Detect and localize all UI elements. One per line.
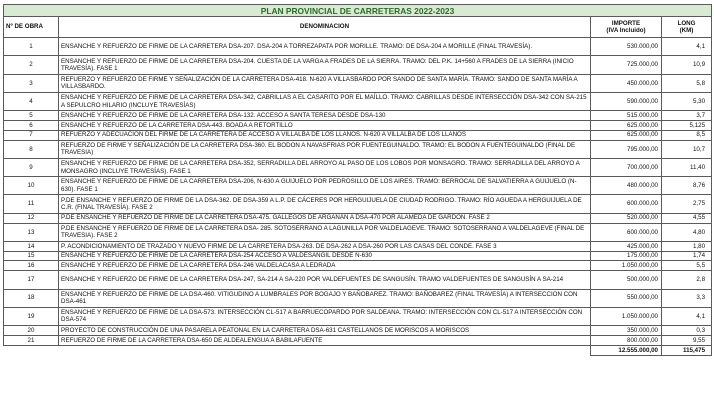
row-importe: 600.000,00 (591, 223, 662, 241)
row-long: 2,75 (662, 195, 712, 213)
row-long: 10,7 (662, 140, 712, 158)
row-long: 11,40 (662, 158, 712, 176)
header-long: LONG (KM) (662, 17, 712, 38)
row-number: 13 (4, 223, 59, 241)
row-long: 2,8 (662, 271, 712, 289)
row-long: 9,55 (662, 335, 712, 345)
table-row (4, 261, 712, 271)
row-importe: 175.000,00 (591, 251, 662, 261)
row-long: 1,80 (662, 241, 712, 251)
table-row (4, 111, 712, 121)
row-denominacion: REFUERZO Y REFUERZO DE FIRME Y SEÑALIZACIÓN DE LA CARRETERA DSA-418. N-620 A VILLASBARDO POR SANDO DE SANTA MARÍA. TRAMO: SANDO DE SANTA MARÍA A VILLASBARDO. (59, 74, 591, 92)
row-number: 4 (4, 92, 59, 110)
row-denominacion: P.DE ENSANCHE Y REFUERZO DE FIRME DE LA CARRETERA DSA-475. GALLEGOS DE ARGAÑÁN A DSA-470 POR ALAMEDA DE GARDÓN. FASE 2 (59, 213, 591, 223)
row-number: 16 (4, 261, 59, 271)
row-number: 3 (4, 74, 59, 92)
row-denominacion: ENSANCHE Y REFUERZO DE FIRME DE LA CARRETERA DSA-204. CUESTA DE LA VARGA A FRADES DE LA SIERRA. TRAMO: DEL P.K. 14+560 A FRADES DE LA SIERRA (INICIO TRAVESÍA). FASE 1 (59, 56, 591, 74)
row-number: 17 (4, 271, 59, 289)
row-importe: 550.000,00 (591, 289, 662, 307)
row-long: 1,74 (662, 251, 712, 261)
row-long: 5,30 (662, 92, 712, 110)
row-number: 15 (4, 251, 59, 261)
table-row (4, 213, 712, 223)
table-body (4, 38, 712, 346)
row-number: 5 (4, 111, 59, 121)
table-row (4, 56, 712, 74)
row-importe: 425.000,00 (591, 241, 662, 251)
table-row (4, 223, 712, 241)
row-importe: 350.000,00 (591, 326, 662, 336)
row-number: 10 (4, 177, 59, 195)
document-wrapper (3, 4, 711, 356)
row-denominacion: ENSANCHE Y REFUERZO DE FIRME DE LA CARRETERA DSA-206, N-630 A GUIJUELO POR PEDROSILLO DE LOS AIRES. TRAMO: BERROCAL DE SALVATIERRA A GUIJUELO (N-630). FASE 1 (59, 177, 591, 195)
header-denominacion: DENOMINACION (59, 17, 591, 38)
totals-spacer (59, 345, 591, 355)
row-denominacion: ENSANCHE Y REFUERZO DE FIRME DE LA CARRETERA DSA-247, SA-214 A SA-220 POR VALDEFUENTES DE SANGUSÍN. TRAMO VALDEFUENTES DE SANGUSÍN A SA-214 (59, 271, 591, 289)
row-long: 10,9 (662, 56, 712, 74)
row-denominacion: REFUERZO Y ADECUACION DEL FIRME DE LA CARRETERA DE ACCESO A VILLALBA DE LOS LLANOS. N-620 A VILLALBA DE LOS LLANOS (59, 130, 591, 140)
row-number: 21 (4, 335, 59, 345)
table-row (4, 271, 712, 289)
row-denominacion: ENSANCHE Y REFUERZO DE FIRME DE LA CARRETERA DSA-342, CABRILLAS A EL CASARITO POR EL MAÍLLO. TRAMO: CABRILLAS DESDE INTERSECCIÓN DSA-342 CON SA-215 A SEPULCRO HILARIO (INCLUYE TRAVESÍAS) (59, 92, 591, 110)
table-row (4, 92, 712, 110)
row-importe: 590.000,00 (591, 92, 662, 110)
row-denominacion: ENSANCHE Y REFUERZO DE FIRME DE LA CARRETERA DSA-132. ACCESO A SANTA TERESA DESDE DSA-130 (59, 111, 591, 121)
row-importe: 725.000,00 (591, 56, 662, 74)
row-number: 14 (4, 241, 59, 251)
row-importe: 515.000,00 (591, 111, 662, 121)
row-denominacion: REFUERZO DE FIRME Y SEÑALIZACIÓN DE LA CARRETERA DSA-360. EL BODON A NAVASFRIAS POR FUENTEGUINALDO. TRAMO: EL BODON A FUENTEGUINALDO (FINAL DE TRAVESIA) (59, 140, 591, 158)
row-number: 19 (4, 307, 59, 325)
row-denominacion: ENSANCHE Y REFUERZO DE FIRME DE LA DSA-460. VITIGUDINO A LUMBRALES POR BOGAJO Y BAÑOBAREZ. TRAMO: BAÑOBAREZ (FINAL TRAVESÍA) A INTERSECCION CON DSA-461 (59, 289, 591, 307)
header-no: Nº DE OBRA (4, 17, 59, 38)
row-importe: 800.000,00 (591, 335, 662, 345)
row-long: 5,125 (662, 120, 712, 130)
row-number: 18 (4, 289, 59, 307)
roads-plan-table (3, 4, 712, 356)
row-denominacion: ENSANCHE Y REFUERZO DE FIRME DE LA CARRETERA DSA-254 ACCESO A VALDESANGIL DESDE N-630 (59, 251, 591, 261)
totals-spacer (4, 345, 59, 355)
table-row (4, 158, 712, 176)
table-row (4, 335, 712, 345)
row-long: 8,5 (662, 130, 712, 140)
table-row (4, 326, 712, 336)
table-row (4, 195, 712, 213)
row-importe: 600.000,00 (591, 195, 662, 213)
row-number: 8 (4, 140, 59, 158)
row-number: 12 (4, 213, 59, 223)
table-row (4, 241, 712, 251)
row-long: 5,8 (662, 74, 712, 92)
row-denominacion: ENSANCHE Y REFUERZO DE FIRME DE LA CARRETERA DSA-352, SERRADILLA DEL ARROYO AL PASO DE LOS LOBOS POR MONSAGRO. TRAMO: SERRADILLA DEL ARROYO A MONSAGRO (INCLUYE TRAVESÍAS). FASE 1 (59, 158, 591, 176)
table-row (4, 130, 712, 140)
row-importe: 625.000,00 (591, 130, 662, 140)
row-importe: 450.000,00 (591, 74, 662, 92)
table-row (4, 38, 712, 56)
row-importe: 1.050.000,00 (591, 307, 662, 325)
row-long: 3,7 (662, 111, 712, 121)
row-long: 5,5 (662, 261, 712, 271)
row-importe: 500.000,00 (591, 271, 662, 289)
row-number: 2 (4, 56, 59, 74)
row-number: 7 (4, 130, 59, 140)
row-importe: 480.000,00 (591, 177, 662, 195)
table-row (4, 140, 712, 158)
row-long: 4,1 (662, 38, 712, 56)
row-long: 4,80 (662, 223, 712, 241)
row-denominacion: P. ACONDICIONAMIENTO DE TRAZADO Y NUEVO FIRME DE LA CARRETERA DSA-263. DE DSA-262 A DSA-260 POR LAS CASAS DEL CONDE. FASE 3 (59, 241, 591, 251)
row-importe: 700.000,00 (591, 158, 662, 176)
total-long: 115,475 (662, 345, 712, 355)
table-row (4, 251, 712, 261)
table-row (4, 74, 712, 92)
row-long: 8,76 (662, 177, 712, 195)
row-number: 11 (4, 195, 59, 213)
row-number: 20 (4, 326, 59, 336)
row-denominacion: P.DE ENSANCHE Y REFUERZO DE FIRME DE LA DSA-362. DE DSA-359 A L.P. DE CÁCERES POR HERGUIJUELA DE CIUDAD RODRIGO. TRAMO: RÍO AGUEDA A HERGUIJUELA DE C.R. (FINAL TRAVESÍA). FASE 2 (59, 195, 591, 213)
row-importe: 1.050.000,00 (591, 261, 662, 271)
row-number: 1 (4, 38, 59, 56)
row-importe: 530.000,00 (591, 38, 662, 56)
row-long: 4,1 (662, 307, 712, 325)
row-importe: 625.000,00 (591, 120, 662, 130)
table-row (4, 307, 712, 325)
row-long: 4,55 (662, 213, 712, 223)
row-importe: 795.000,00 (591, 140, 662, 158)
row-number: 6 (4, 120, 59, 130)
row-denominacion: ENSANCHE Y REFUERZO DE FIRME DE LA CARRETERA DSA-246 VALDELACASA A LEDRADA (59, 261, 591, 271)
row-denominacion: ENSANCHE Y REFUERZO DE LA CARRETERA DSA-443. BOADA A RETORTILLO (59, 120, 591, 130)
row-denominacion: ENSANCHE Y REFUERZO DE FIRME DE LA CARRETERA DSA-207. DSA-204 A TORREZAPATA POR MORILLE. TRAMO: DE DSA-204 A MORILLE (FINAL TRAVESÍA). (59, 38, 591, 56)
total-importe: 12.555.000,00 (591, 345, 662, 355)
row-denominacion: REFUERZO DE FIRME DE LA CARRETERA DSA-650 DE ALDEALENGUA A BABILAFUENTE (59, 335, 591, 345)
row-number: 9 (4, 158, 59, 176)
row-long: 0,3 (662, 326, 712, 336)
table-row (4, 120, 712, 130)
table-row (4, 289, 712, 307)
row-long: 3,3 (662, 289, 712, 307)
row-denominacion: ENSANCHE Y REFUERZO DE FIRME DE LA DSA-573. INTERSECCIÓN CL-517 A BARRUECOPARDO POR SALDEANA. TRAMO: INTERSECCIÓN CON CL-517 A INTERSECCIÓN CON DSA-574 (59, 307, 591, 325)
header-importe: IMPORTE (IVA Incluido) (591, 17, 662, 38)
row-denominacion: P.DE ENSANCHE Y REFUERZO DE FIRME DE LA CARRETERA DSA- 285. SOTOSERRANO A LAGUNILLA POR VALDELAGEVE. TRAMO: SOTOSERRANO A VALDELAGEVE (FINAL DE TRAVESIA). FASE 2 (59, 223, 591, 241)
table-title: PLAN PROVINCIAL DE CARRETERAS 2022-2023 (4, 5, 712, 17)
row-denominacion: PROYECTO DE CONSTRUCCIÓN DE UNA PASARELA PEATONAL EN LA CARRETERA DSA-631 CASTELLANOS DE MORISCOS A MORISCOS (59, 326, 591, 336)
row-importe: 520.000,00 (591, 213, 662, 223)
table-row (4, 177, 712, 195)
